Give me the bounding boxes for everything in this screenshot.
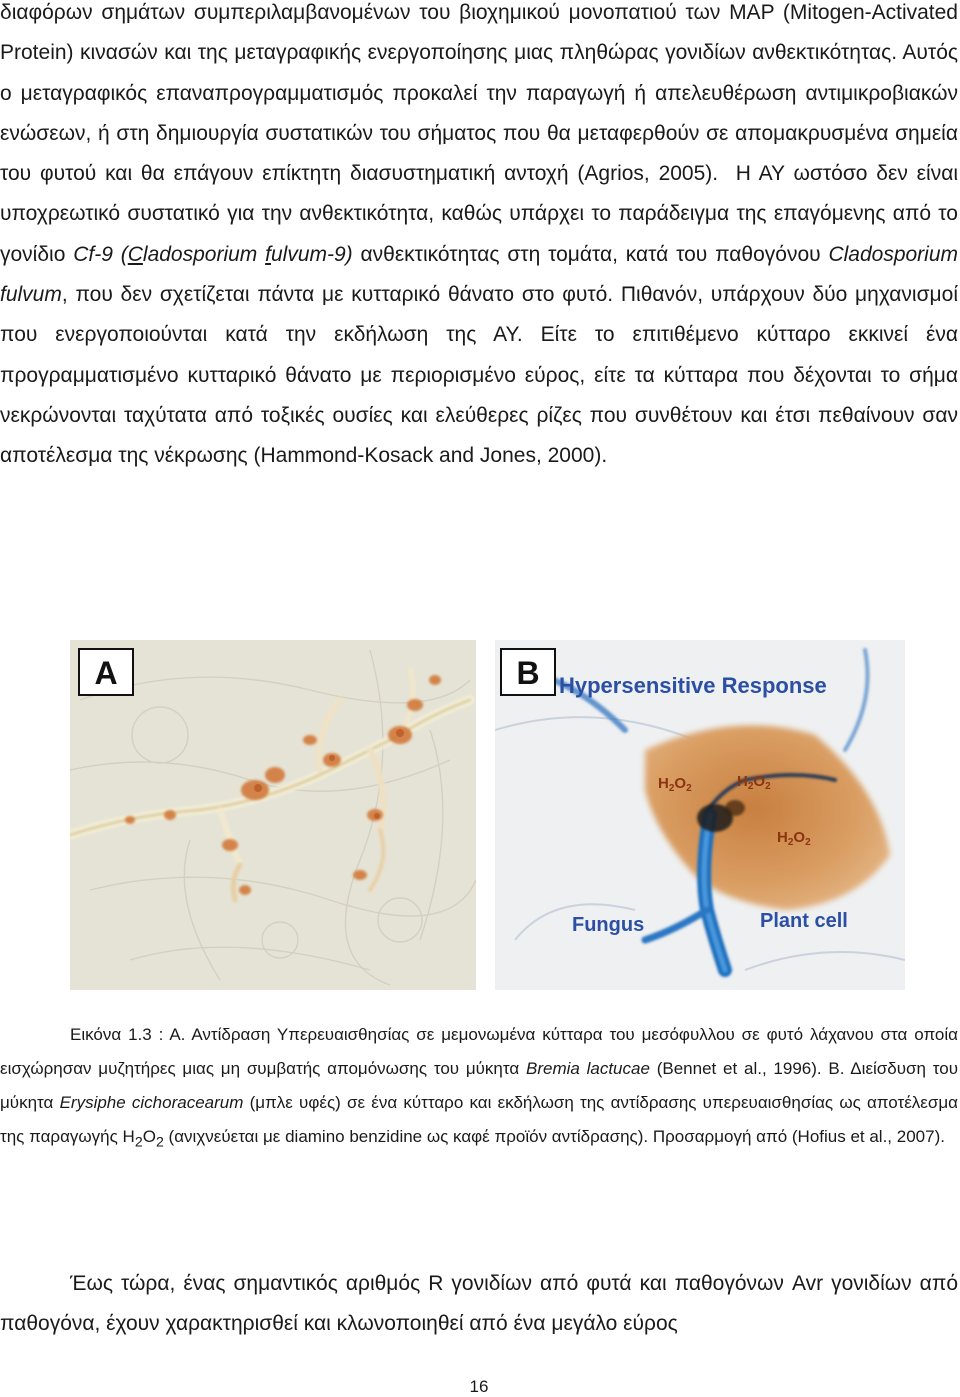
hypersensitive-response-image xyxy=(495,640,905,990)
fungal-hyphae-image xyxy=(70,640,476,990)
figure-caption xyxy=(0,1018,958,1159)
caption-text: Α. Αντίδραση Υπερευαισθησίας σε μεμονωμένα κύτταρα του μεσόφυλλου σε φυτό λάχανου στα οποία εισχώρησαν μυζητήρες μιας μη συμβατής απομόνωσης του μύκητα xyxy=(0,1025,958,1078)
body-paragraph-2: Έως τώρα, ένας σημαντικός αριθμός R γονιδίων από φυτά και παθογόνων Avr γονιδίων από παθογόνα, έχουν χαρακτηρισθεί και κλωνοποιηθεί από ένα μεγάλο εύρος xyxy=(0,1272,958,1336)
caption-text: (ανιχνεύεται με diamino benzidine ως καφέ προϊόν αντίδρασης). Προσαρμογή από (Hofius et al., 2007). xyxy=(168,1127,945,1146)
species-name: Cladosporium fulvum xyxy=(0,242,959,307)
h2o2-label-2: $H_2O_2$ xyxy=(737,773,771,792)
species-name: Erysiphe cichoracearum xyxy=(59,1093,244,1112)
caption-text: (μπλε υφές) σε ένα κύτταρο και εκδήλωση της αντίδρασης υπερευαισθησίας ως αποτέλεσμα της παραγωγής H xyxy=(0,1093,958,1146)
species-name: (Cladosporium fulvum-9) xyxy=(120,242,353,266)
paragraph-text: διαφόρων σημάτων συμπεριλαμβανομένων του βιοχημικού μονοπατιού των MAP (Mitogen-Activated Protein) κινασών και της μεταγραφικής ενεργοποίησης μιας πληθώρας γονιδίων ανθεκτικότητας. Αυτός ο μεταγραφικός επαναπρογραμματισμός προκαλεί την παραγωγή ή απελευθέρωση αντιμικροβιακών ενώσεων, ή στη δημιουργία συστατικών του σήματος που θα μεταφερθούν σε απομακρυσμένα σημεία του φυτού και θα επάγουν επίκτητη διασυστηματική αντοχή (Agrios, 2005). xyxy=(0,1,958,186)
paragraph-text: Η ΑΥ ωστόσο δεν είναι υποχρεωτικό συστατικό για την ανθεκτικότητα, καθώς υπάρχει το παράδειγμα της επαγόμενης από το γονίδιο xyxy=(0,162,959,266)
plant-cell-label: Plant cell xyxy=(760,910,848,932)
species-name: Bremia lactucae xyxy=(525,1059,650,1078)
figure-b-title: Hypersensitive Response xyxy=(559,673,827,698)
figure-a-micrograph xyxy=(70,640,476,990)
figure-b-label: B xyxy=(516,655,540,691)
figure-b-micrograph xyxy=(495,640,905,990)
paragraph-text: , που δεν σχετίζεται πάντα με κυτταρικό θάνατο στο φυτό. Πιθανόν, υπάρχουν δύο μηχανισμοί που ενεργοποιούνται κατά την εκδήλωση της ΑΥ. Είτε το επιτιθέμενο κύτταρο εκκινεί ένα προγραμματισμένο κυτταρικό θάνατο με περιορισμένο εύρος, είτε τα κύτταρα που δέχονται το σήμα νεκρώνονται ταχύτατα από τοξικές ουσίες και ελεύθερες ρίζες που συνθέτουν και έτσι πεθαίνουν σαν αποτέλεσμα της νέκρωσης (Hammond-Kosack and Jones, 2000). xyxy=(0,283,958,468)
caption-text: O xyxy=(142,1127,156,1146)
gene-name: Cf-9 xyxy=(73,242,113,266)
subscript: 2 xyxy=(155,1134,164,1151)
fungus-label: Fungus xyxy=(572,914,645,936)
subscript: 2 xyxy=(134,1134,143,1151)
page-number: 16 xyxy=(469,1377,489,1396)
body-paragraph-1 xyxy=(0,0,958,477)
caption-text: (Bennet et al., 1996). Β. Διείσδυση του μύκητα xyxy=(0,1059,958,1112)
h2o2-label-3: $H_2O_2$ xyxy=(777,829,811,848)
paragraph-text: ανθεκτικότητας στη τομάτα, κατά του παθογόνου xyxy=(360,242,821,266)
figure-a-label: A xyxy=(94,655,118,691)
caption-prefix: Εικόνα 1.3 : xyxy=(70,1025,164,1044)
h2o2-label-1: $H_2O_2$ xyxy=(658,775,692,794)
